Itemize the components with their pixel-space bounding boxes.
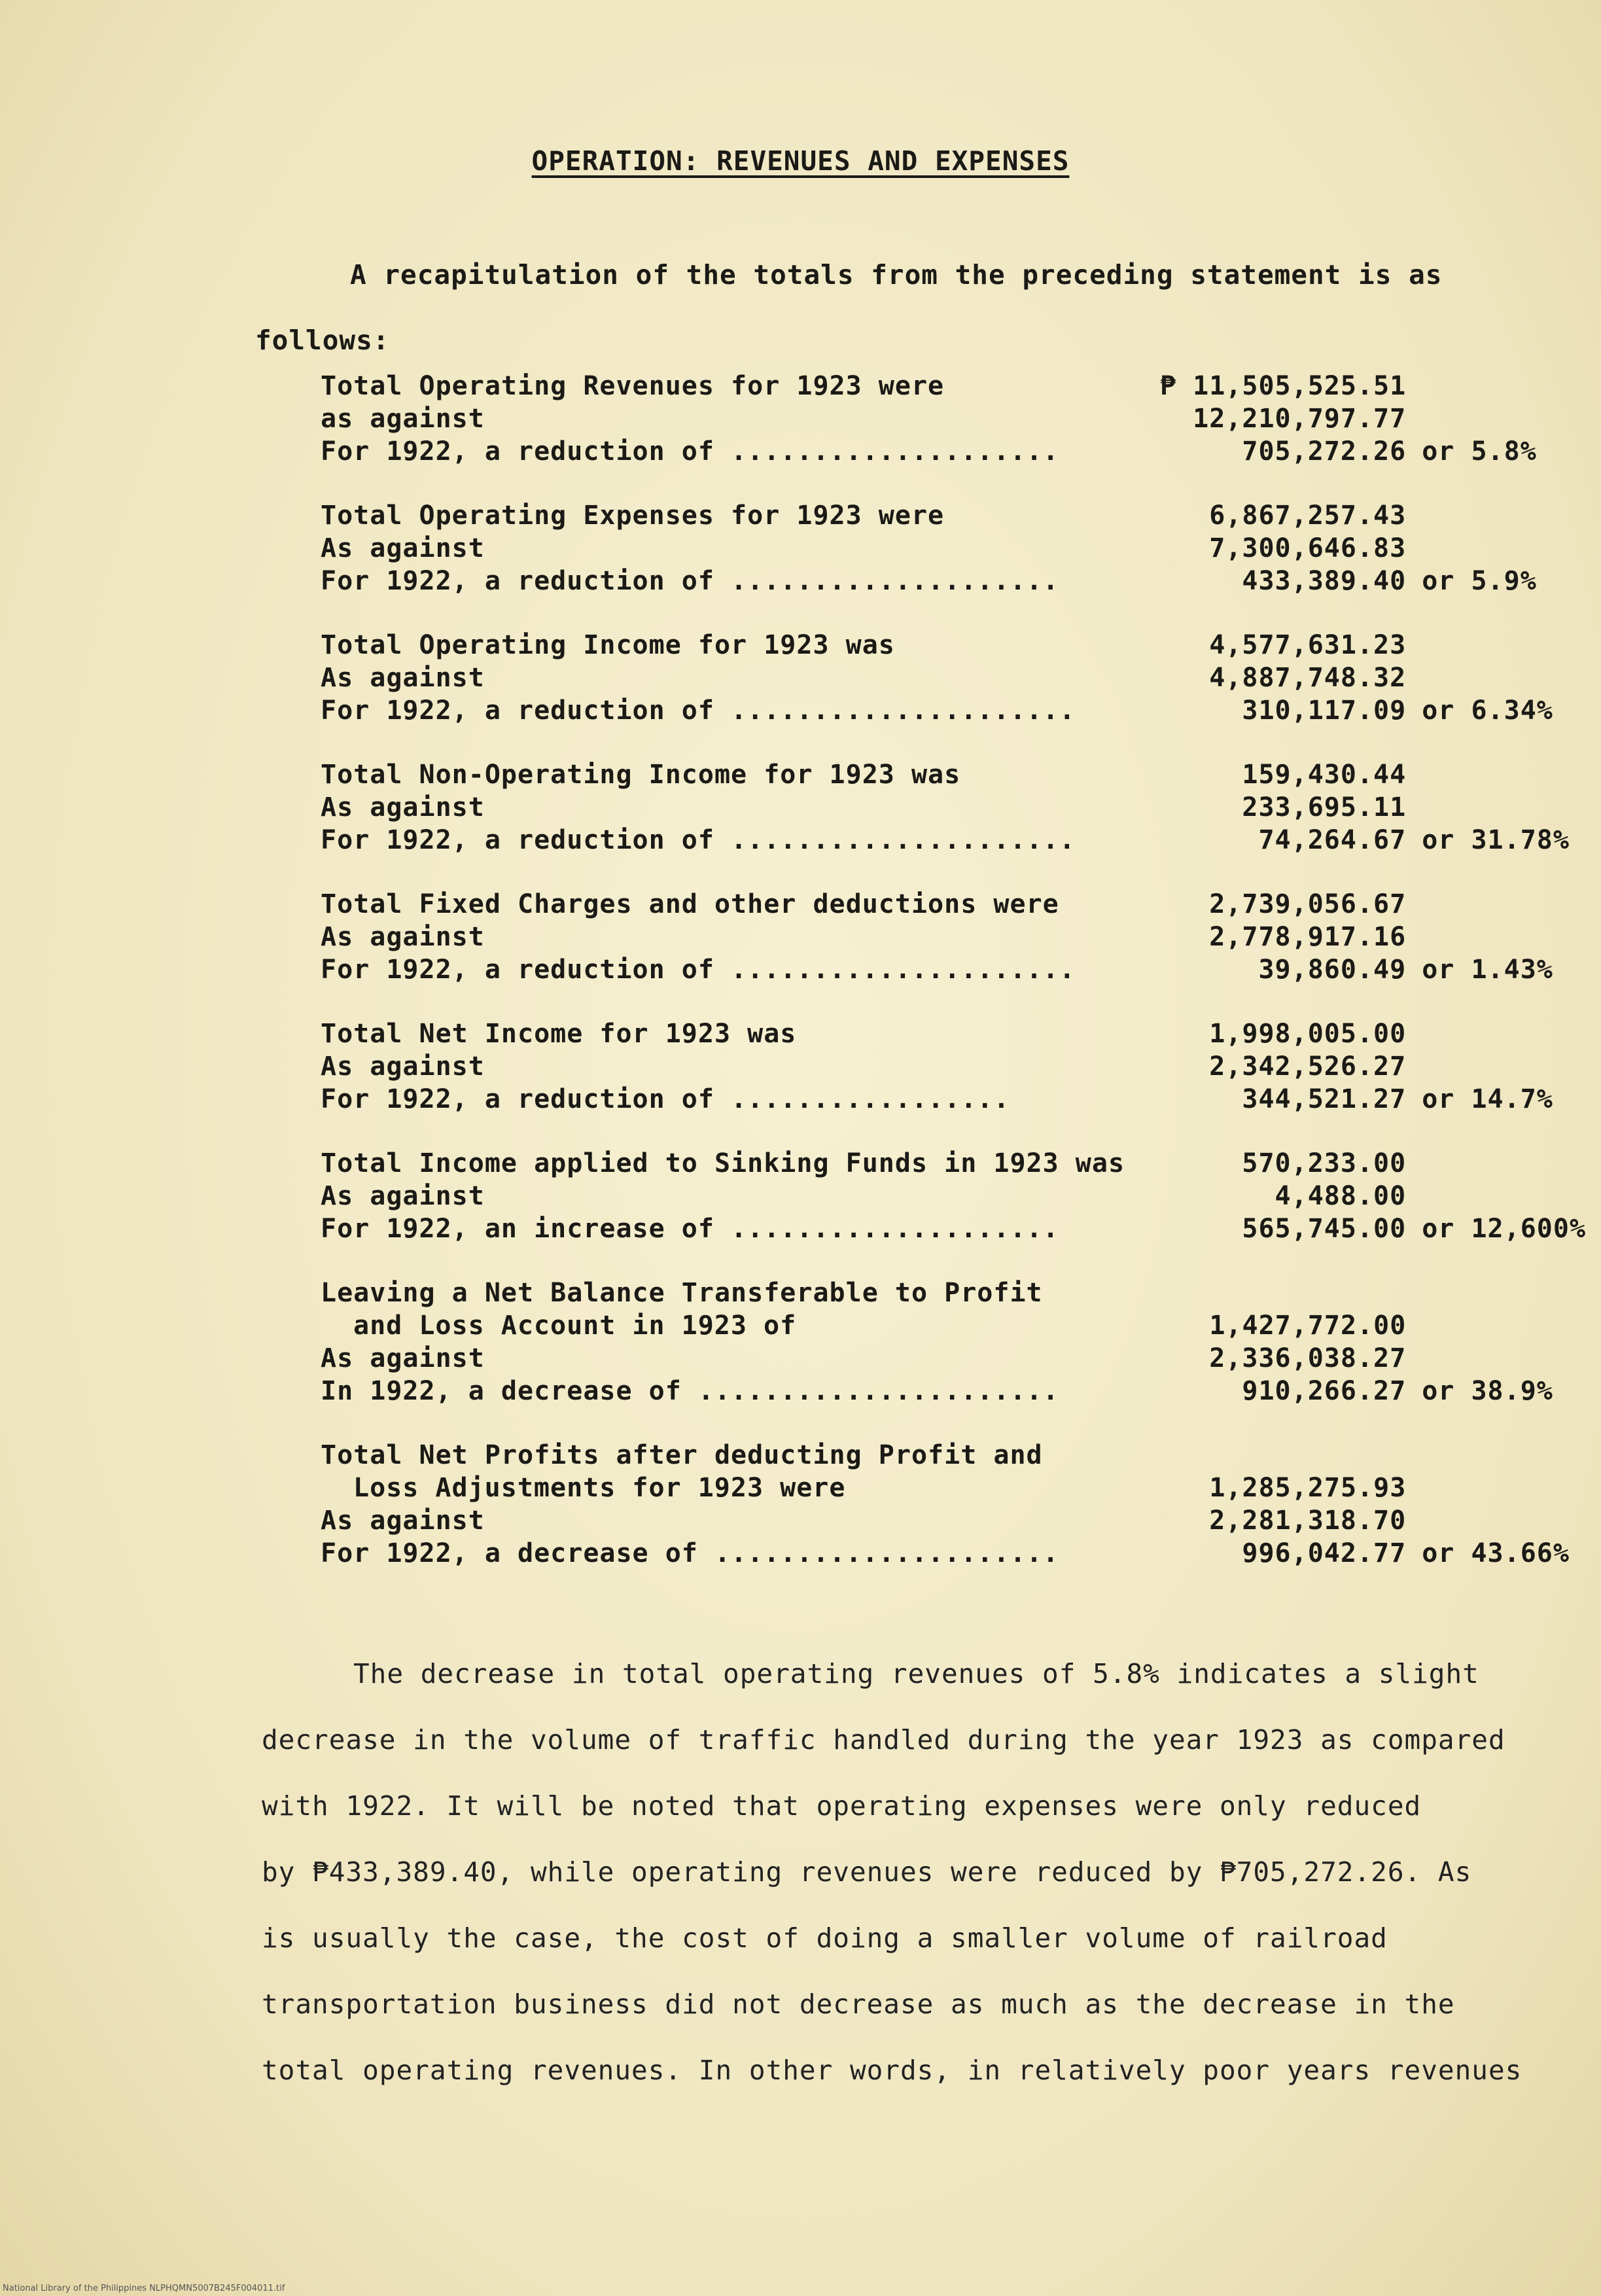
row-label: For 1922, a reduction of ..................... (321, 955, 1076, 985)
row-amount: 433,389.40 (1242, 566, 1407, 596)
paragraph-line: decrease in the volume of traffic handled during the year 1923 as compared (262, 1724, 1505, 1756)
recap-row (321, 888, 1590, 921)
row-amount: 344,521.27 (1242, 1084, 1407, 1114)
page-title: OPERATION: REVENUES AND EXPENSES (531, 145, 1070, 177)
row-label: As against (321, 663, 485, 693)
recap-row (321, 1277, 1590, 1309)
row-label: As against (321, 1506, 485, 1536)
paragraph-line: is usually the case, the cost of doing a smaller volume of railroad (262, 1922, 1388, 1954)
row-percent: or 5.9% (1422, 566, 1537, 596)
row-percent: or 12,600% (1422, 1214, 1587, 1244)
row-amount: 1,998,005.00 (1209, 1019, 1407, 1049)
row-amount: 6,867,257.43 (1209, 501, 1407, 531)
row-amount: 233,695.11 (1242, 792, 1407, 822)
paragraph-line: total operating revenues. In other words, in relatively poor years revenues (262, 2055, 1522, 2086)
recap-row (321, 694, 1590, 727)
archive-footer: National Library of the Philippines NLPHQMN5007B245F004011.tif (3, 2284, 285, 2293)
row-amount: 996,042.77 (1242, 1538, 1407, 1568)
row-label: Total Operating Income for 1923 was (321, 630, 895, 660)
recap-row (321, 1375, 1590, 1407)
row-amount: 4,577,631.23 (1209, 630, 1407, 660)
recap-row (321, 532, 1590, 565)
recap-row (321, 1472, 1590, 1504)
row-percent: or 14.7% (1422, 1084, 1553, 1114)
row-amount: 570,233.00 (1242, 1148, 1407, 1178)
row-label: As against (321, 922, 485, 952)
row-label: As against (321, 1181, 485, 1211)
row-label: For 1922, a reduction of ..................... (321, 825, 1076, 855)
paragraph-line: transportation business did not decrease as much as the decrease in the (262, 1988, 1455, 2020)
row-percent: or 38.9% (1422, 1376, 1553, 1406)
row-label: Total Operating Revenues for 1923 were (321, 371, 945, 401)
recap-group (321, 370, 1590, 468)
row-amount: 159,430.44 (1242, 760, 1407, 790)
row-percent: or 1.43% (1422, 955, 1553, 985)
row-label: Loss Adjustments for 1923 were (353, 1473, 846, 1503)
recap-row (321, 370, 1590, 402)
recap-group (321, 1439, 1590, 1570)
recap-row (321, 1309, 1590, 1342)
row-label: As against (321, 1343, 485, 1373)
paragraph-line: by ₱433,389.40, while operating revenues were reduced by ₱705,272.26. As (262, 1856, 1472, 1888)
paragraph-line: The decrease in total operating revenues of 5.8% indicates a slight (353, 1658, 1479, 1689)
intro-text: A recapitulation of the totals from the preceding statement is as follows: (255, 259, 1443, 356)
recap-group (321, 629, 1590, 727)
row-label: For 1922, an increase of .................... (321, 1214, 1059, 1244)
row-label: Total Fixed Charges and other deductions were (321, 889, 1059, 919)
row-percent: or 31.78% (1422, 825, 1570, 855)
row-label: Total Income applied to Sinking Funds in 1923 was (321, 1148, 1125, 1178)
row-amount: 2,778,917.16 (1209, 922, 1407, 952)
recap-group (321, 499, 1590, 597)
recap-table (321, 370, 1590, 1601)
recap-row (321, 499, 1590, 532)
row-label: As against (321, 533, 485, 563)
row-amount: 565,745.00 (1242, 1214, 1407, 1244)
recap-row (321, 435, 1590, 468)
recap-group (321, 888, 1590, 986)
recap-row (321, 1342, 1590, 1375)
recap-group (321, 1147, 1590, 1245)
recap-row (321, 402, 1590, 435)
row-label: Total Net Profits after deducting Profit and (321, 1440, 1043, 1470)
recap-group (321, 1277, 1590, 1407)
recap-row (321, 1212, 1590, 1245)
row-label: For 1922, a reduction of ................. (321, 1084, 1010, 1114)
recap-row (321, 1439, 1590, 1472)
row-label: For 1922, a decrease of ..................... (321, 1538, 1059, 1568)
row-amount: 2,281,318.70 (1209, 1506, 1407, 1536)
recap-row (321, 662, 1590, 694)
row-label: Total Operating Expenses for 1923 were (321, 501, 945, 531)
recap-row (321, 1017, 1590, 1050)
row-amount: 2,739,056.67 (1209, 889, 1407, 919)
row-amount: 910,266.27 (1242, 1376, 1407, 1406)
row-amount: ₱ 11,505,525.51 (1159, 371, 1407, 401)
row-amount: 74,264.67 (1258, 825, 1407, 855)
recap-row (321, 824, 1590, 857)
recap-group (321, 758, 1590, 857)
row-label: In 1922, a decrease of ...................... (321, 1376, 1059, 1406)
row-amount: 705,272.26 (1242, 436, 1407, 467)
row-percent: or 6.34% (1422, 696, 1553, 726)
recap-row (321, 1050, 1590, 1083)
row-label: Total Net Income for 1923 was (321, 1019, 797, 1049)
recap-row (321, 953, 1590, 986)
recap-group (321, 1017, 1590, 1116)
recap-row (321, 629, 1590, 662)
row-percent: or 5.8% (1422, 436, 1537, 467)
recap-row (321, 1147, 1590, 1180)
row-amount: 1,427,772.00 (1209, 1311, 1407, 1341)
row-amount: 12,210,797.77 (1193, 404, 1407, 434)
row-amount: 310,117.09 (1242, 696, 1407, 726)
row-amount: 7,300,646.83 (1209, 533, 1407, 563)
row-label: For 1922, a reduction of .................... (321, 436, 1059, 467)
recap-row (321, 1537, 1590, 1570)
row-label: Total Non-Operating Income for 1923 was (321, 760, 961, 790)
row-label: and Loss Account in 1923 of (353, 1311, 797, 1341)
row-amount: 2,342,526.27 (1209, 1051, 1407, 1082)
row-amount: 2,336,038.27 (1209, 1343, 1407, 1373)
row-label: For 1922, a reduction of ..................... (321, 696, 1076, 726)
recap-row (321, 565, 1590, 597)
row-amount: 4,887,748.32 (1209, 663, 1407, 693)
row-label: As against (321, 792, 485, 822)
row-label: as against (321, 404, 485, 434)
row-amount: 39,860.49 (1258, 955, 1407, 985)
body-paragraph (262, 1641, 1544, 2104)
recap-row (321, 758, 1590, 791)
row-label: As against (321, 1051, 485, 1082)
row-percent: or 43.66% (1422, 1538, 1570, 1568)
row-amount: 1,285,275.93 (1209, 1473, 1407, 1503)
row-amount: 4,488.00 (1275, 1181, 1407, 1211)
recap-row (321, 1180, 1590, 1212)
recap-row (321, 1083, 1590, 1116)
row-label: Leaving a Net Balance Transferable to Profit (321, 1278, 1043, 1308)
recap-row (321, 921, 1590, 953)
recap-row (321, 791, 1590, 824)
paragraph-line: with 1922. It will be noted that operating expenses were only reduced (262, 1790, 1422, 1822)
row-label: For 1922, a reduction of .................... (321, 566, 1059, 596)
recap-row (321, 1504, 1590, 1537)
